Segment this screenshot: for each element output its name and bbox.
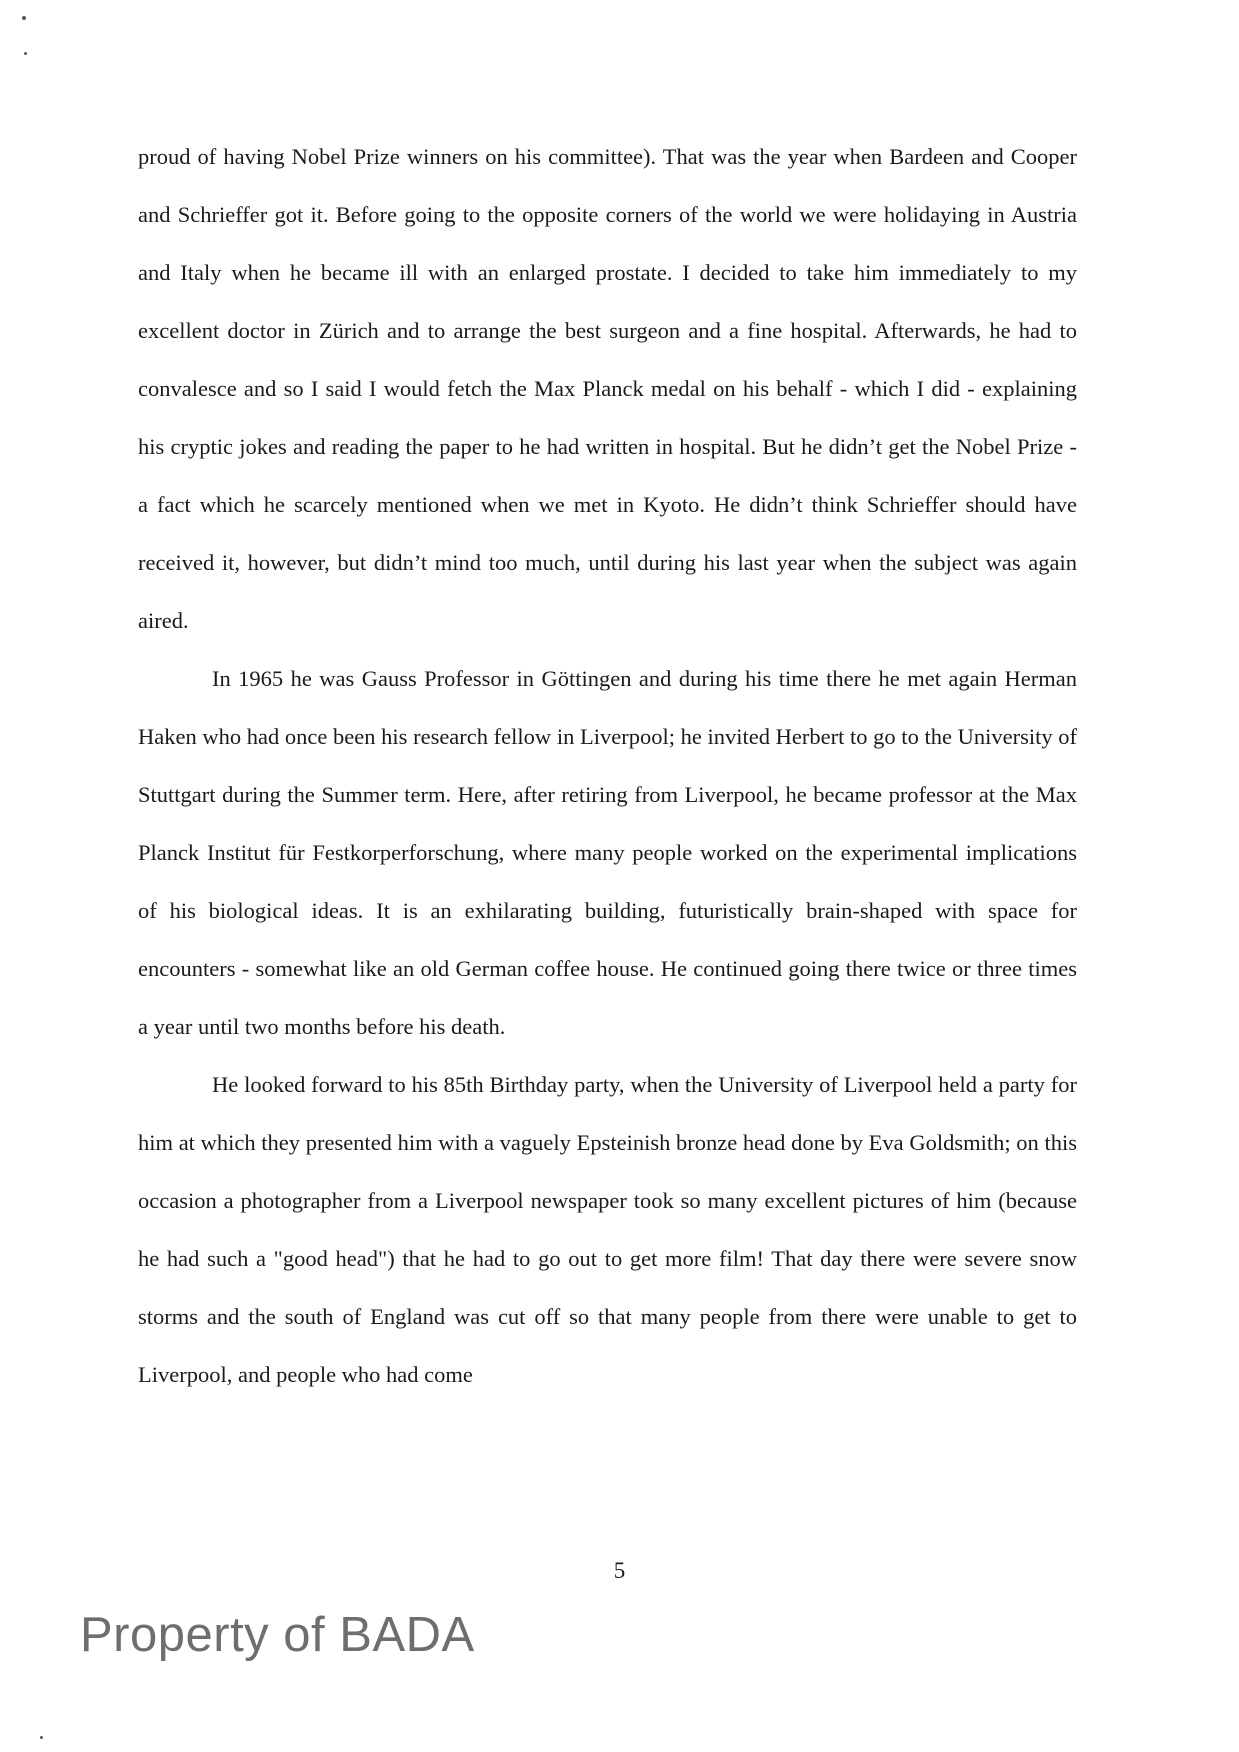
paragraph-3: He looked forward to his 85th Birthday party, when the University of Liverpool held a party for him at which they presented him with a vaguely Epsteinish bronze head done by Eva Goldsmith; on this occasion a photographer from a Liverpool newspaper took so many excellent pictures of him (because he had such a "good head") that he had to go out to get more film! That day there were severe snow storms and the south of England was cut off so that many people from there were unable to get to Liverpool, and people who had come <box>138 1072 1077 1387</box>
paragraph-1: proud of having Nobel Prize winners on his committee). That was the year when Bardeen and Cooper and Schrieffer got it. Before going to the opposite corners of the world we were holidaying in Austria and Italy when he became ill with an enlarged prostate. I decided to take him immediately to my excellent doctor in Zürich and to arrange the best surgeon and a fine hospital. Afterwards, he had to convalesce and so I said I would fetch the Max Planck medal on his behalf - which I did - explaining his cryptic jokes and reading the paper to he had written in hospital. But he didn’t get the Nobel Prize - a fact which he scarcely mentioned when we met in Kyoto. He didn’t think Schrieffer should have received it, however, but didn’t mind too much, until during his last year when the subject was again aired. <box>138 144 1077 633</box>
page-number: 5 <box>613 1558 626 1583</box>
body-text <box>138 128 1077 1404</box>
paragraph-2: In 1965 he was Gauss Professor in Göttingen and during his time there he met again Herman Haken who had once been his research fellow in Liverpool; he invited Herbert to go to the University of Stuttgart during the Summer term. Here, after retiring from Liverpool, he became professor at the Max Planck Institut für Festkorperforschung, where many people worked on the experimental implications of his biological ideas. It is an exhilarating building, futuristically brain-shaped with space for encounters - somewhat like an old German coffee house. He continued going there twice or three times a year until two months before his death. <box>138 666 1077 1039</box>
watermark: Property of BADA <box>80 1608 475 1662</box>
scan-speck <box>24 52 27 55</box>
scan-speck <box>22 16 26 20</box>
scan-speck <box>40 1736 43 1739</box>
